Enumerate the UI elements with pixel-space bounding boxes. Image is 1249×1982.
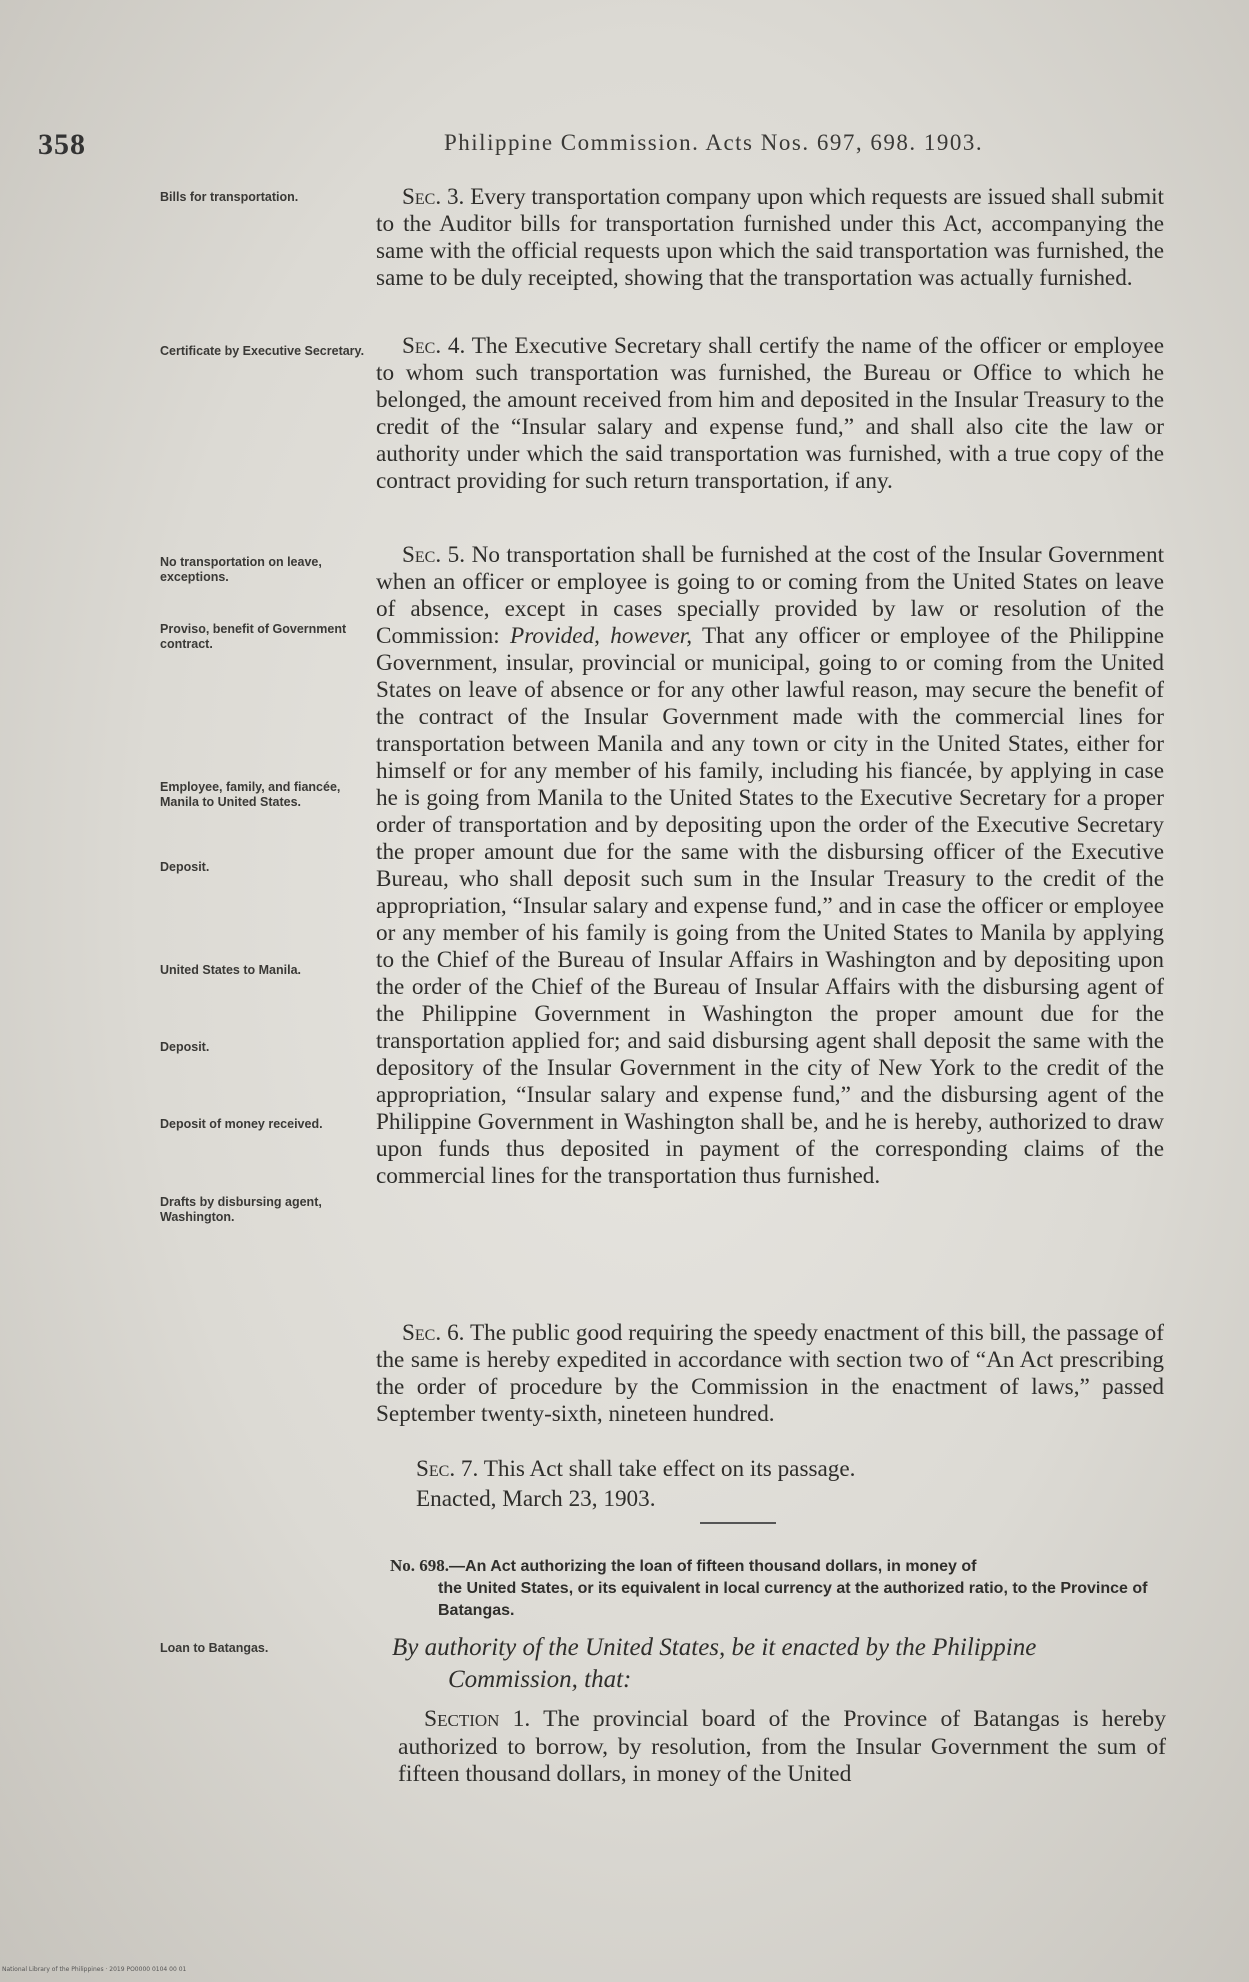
section-4-text: The Executive Secretary shall certify the name of the officer or employee to whom such transportation was furnished, the Bureau or Office to which he belonged, the amount received from him and deposited in the Insular Treasury to the credit of the “Insular salary and expense fund,” and shall also cite the law or authority under which the said transportation was furnished, with a true copy of the contract providing for such return transportation, if any. <box>376 333 1164 494</box>
margin-note-us-to-manila: United States to Manila. <box>160 963 301 977</box>
margin-note-deposit-1: Deposit. <box>160 860 210 874</box>
enacted-date: Enacted, March 23, 1903. <box>416 1486 656 1512</box>
section-3-label: Sec. 3. <box>402 184 465 210</box>
section-5-proviso: Provided, however, <box>510 623 693 649</box>
section-4-label: Sec. 4. <box>402 333 466 359</box>
enacting-clause <box>392 1632 1182 1696</box>
section-3 <box>376 184 1164 292</box>
library-footer-note: National Library of the Philippines · 2019 PO0000 0104 00 01 <box>2 1966 187 1973</box>
margin-note-employee: Employee, family, and fiancée, Manila to United States. <box>160 780 341 809</box>
margin-note-no-transportation: No transportation on leave, exceptions. <box>160 555 322 584</box>
section-5-label: Sec. 5. <box>402 542 466 568</box>
section-7 <box>416 1456 855 1483</box>
margin-note-deposit-money: Deposit of money received. <box>160 1117 323 1131</box>
section-5-text-a: No transportation shall be furnished at the cost of the Insular Government when an officer or employee is going to or coming from the United States on leave of absence, except in cases specially provided by law or resolution of the Commission: <box>376 542 1165 649</box>
section-7-label: Sec. 7. <box>416 1456 479 1482</box>
act-698-heading <box>390 1555 1180 1622</box>
page-header <box>0 128 1249 168</box>
section-divider <box>700 1522 776 1524</box>
act-698-section-1-text: The provincial board of the Province of Batangas is hereby authorized to borrow, by resolution, from the Insular Government the sum of fifteen thousand dollars, in money of the United <box>398 1706 1166 1787</box>
act-698-section-1-label: Section 1. <box>424 1706 531 1732</box>
section-5 <box>376 542 1164 1190</box>
act-698-title-rest: the United States, or its equivalent in local currency at the authorized ratio, to the Province of Batangas. <box>438 1580 1148 1619</box>
act-698-number: No. 698. <box>390 1556 450 1575</box>
section-6-label: Sec. 6. <box>402 1320 465 1346</box>
margin-note-bills: Bills for transportation. <box>160 190 299 204</box>
section-6 <box>376 1320 1164 1428</box>
section-4 <box>376 333 1164 495</box>
margin-note-deposit-2: Deposit. <box>160 1040 210 1054</box>
margin-note-loan: Loan to Batangas. <box>160 1641 269 1655</box>
section-6-text: The public good requiring the speedy enactment of this bill, the passage of the same is hereby expedited in accordance with section two of “An Act prescribing the order of procedure by the Commission in the enactment of laws,” passed September twenty-sixth, nineteen hundred. <box>376 1320 1165 1427</box>
section-5-text-b: That any officer or employee of the Philippine Government, insular, provincial or municipal, going to or coming from the United States on leave of absence or for any other lawful reason, may secure the benefit of the contract of the Insular Government made with the commercial lines for transportation between Manila and any town or city in the United States, either for himself or for any member of his family, including his fiancée, by applying in case he is going from Manila to the United States to the Executive Secretary for a proper order of transportation and by depositing upon the order of the Executive Secretary the proper amount due for the same with the disbursing officer of the Executive Bureau, who shall deposit such sum in the Insular Treasury to the credit of the appropriation, “Insular salary and expense fund,” and in case the officer or employee or any member of his family is going from the United States to Manila by applying to the Chief of the Bureau of Insular Affairs in Washington and by depositing upon the order of the Chief of the Bureau of Insular Affairs with the disbursing agent of the Philippine Government in Washington the proper amount due for the transportation applied for; and said disbursing agent shall deposit the same with the depository of the Insular Government in the city of New York to the credit of the appropriation, “Insular salary and expense fund,” and the disbursing agent of the Philippine Government in Washington shall be, and he is hereby, authorized to draw upon funds thus deposited in payment of the corresponding claims of the commercial lines for the transportation thus furnished. <box>376 623 1164 1189</box>
enacting-line-2: Commission, that: <box>448 1666 632 1693</box>
section-3-text: Every transportation company upon which requests are issued shall submit to the Auditor bills for transportation furnished under this Act, accompanying the same with the official requests upon which the said transportation was furnished, the same to be duly receipted, showing that the transportation was actually furnished. <box>376 184 1164 291</box>
margin-note-proviso: Proviso, benefit of Government contract. <box>160 622 347 651</box>
act-698-section-1 <box>398 1706 1166 1789</box>
margin-note-certificate: Certificate by Executive Secretary. <box>160 344 365 358</box>
act-698-title-line1: —An Act authorizing the loan of fifteen thousand dollars, in money of <box>449 1558 977 1575</box>
enacting-line-1: By authority of the United States, be it enacted by the Philippine <box>392 1634 1037 1661</box>
running-head: Philippine Commission. Acts Nos. 697, 698. 1903. <box>444 130 984 155</box>
page-number: 358 <box>38 128 86 161</box>
section-7-text: This Act shall take effect on its passage. <box>483 1456 856 1482</box>
margin-note-drafts: Drafts by disbursing agent, Washington. <box>160 1195 322 1224</box>
